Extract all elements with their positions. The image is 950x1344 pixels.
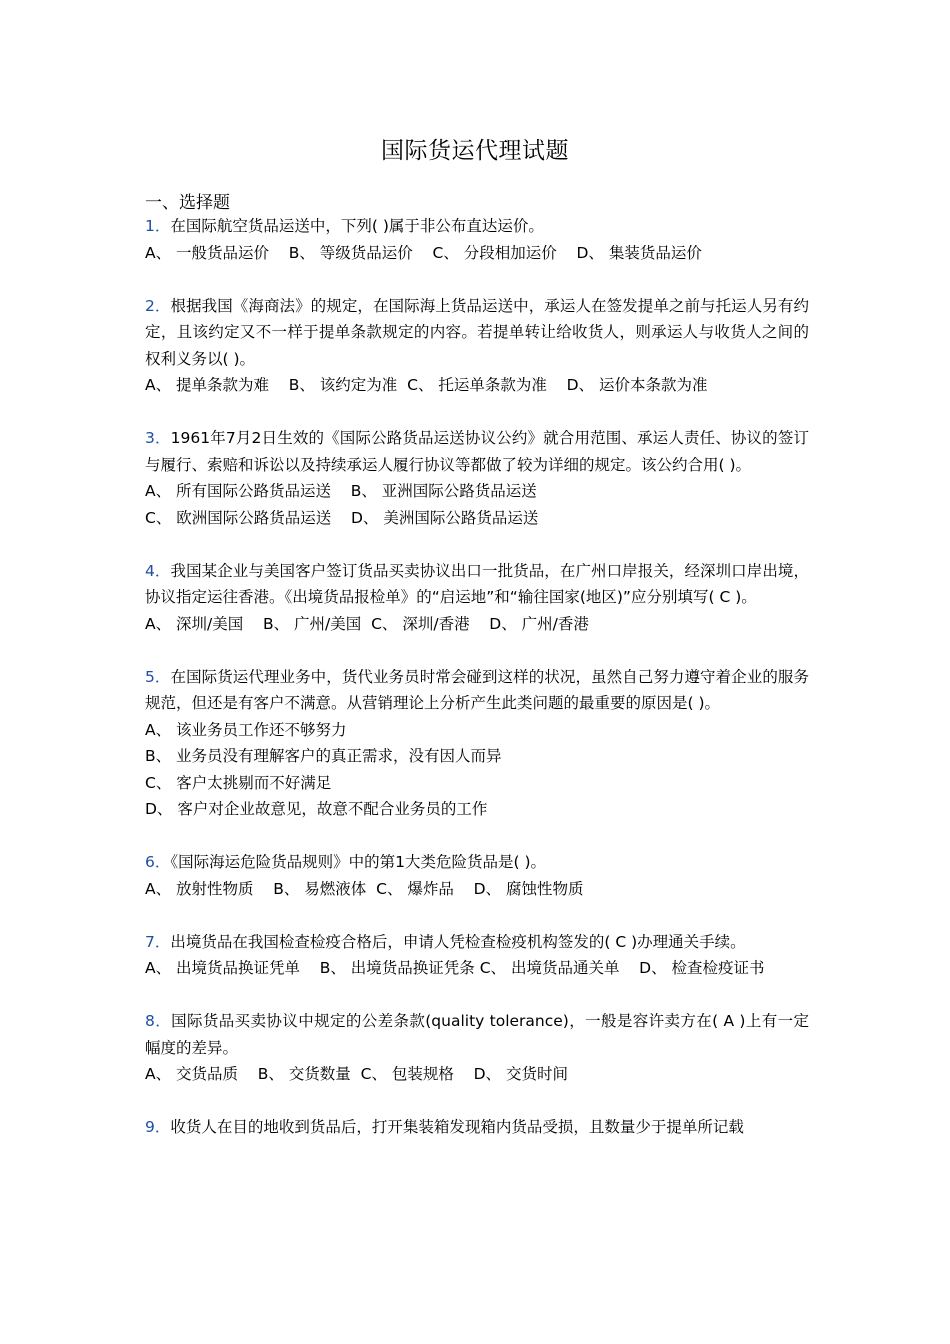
question-number: 1． [145,217,171,235]
question-stem [145,929,809,956]
answer-options-line: A、 深圳/美国 B、 广州/美国 C、 深圳/香港 D、 广州/香港 [145,614,589,633]
question-stem [145,1008,809,1061]
question-number: 4． [145,561,171,580]
answer-options-line: A、 出境货品换证凭单 B、 出境货品换证凭条 C、 出境货品通关单 D、 检查检疫证书 [145,959,765,977]
answer-options-line: C、 客户太挑剔而不好满足 [145,773,332,792]
question-item [145,664,809,823]
question-text: 收货人在目的地收到货品后，打开集装箱发现箱内货品受损，且数量少于提单所记载 [170,1118,744,1136]
question-item [145,213,809,266]
question-text: 国际货品买卖协议中规定的公差条款(quality tolerance)，一般是容许卖方在( A )上有一定幅度的差异。 [145,1012,809,1057]
question-list [145,213,809,1167]
question-number: 9． [145,1118,171,1136]
question-number: 3． [145,429,171,447]
answer-options-line: A、 该业务员工作还不够努力 [145,720,347,739]
question-number: 8． [145,1012,172,1030]
question-number: 6． [145,853,171,871]
question-number: 5． [145,667,171,686]
question-text: 根据我国《海商法》的规定，在国际海上货品运送中，承运人在签发提单之前与托运人另有约定，且该约定又不一样于提单条款规定的内容。若提单转让给收货人，则承运人与收货人之间的权利义务以( )。 [145,296,809,368]
answer-options-line: A、 所有国际公路货品运送 B、 亚洲国际公路货品运送 [145,482,537,500]
question-item [145,1008,809,1088]
answer-options-line: B、 业务员没有理解客户的真正需求，没有因人而异 [145,747,502,765]
question-text: 我国某企业与美国客户签订货品买卖协议出口一批货品，在广州口岸报关，经深圳口岸出境，协议指定运往香港。《出境货品报检单》的“启运地”和“输往国家(地区)”应分别填写( C )。 [145,561,809,606]
question-stem [145,664,809,717]
question-text: 《国际海运危险货品规则》中的第1大类危险货品是( )。 [170,853,547,871]
question-text: 在国际货运代理业务中，货代业务员时常会碰到这样的状况，虽然自己努力遵守着企业的服务规范，但还是有客户不满意。从营销理论上分析产生此类问题的最重要的原因是( )。 [145,667,809,712]
question-stem [145,213,809,240]
answer-options-line: D、 客户对企业故意见，故意不配合业务员的工作 [145,800,488,818]
section-heading: 一、选择题 [145,193,230,213]
question-text: 出境货品在我国检查检疫合格后，申请人凭检查检疫机构签发的( C )办理通关手续。 [170,932,746,951]
question-stem [145,558,809,611]
question-number: 2． [145,296,171,315]
answer-options-line: A、 放射性物质 B、 易燃液体 C、 爆炸品 D、 腐蚀性物质 [145,879,584,898]
question-item [145,558,809,638]
question-number: 7． [145,932,171,951]
answer-options-line: C、 欧洲国际公路货品运送 D、 美洲国际公路货品运送 [145,508,539,527]
question-stem [145,293,809,373]
answer-options-line: A、 交货品质 B、 交货数量 C、 包装规格 D、 交货时间 [145,1065,568,1083]
document-title: 国际货运代理试题 [381,138,569,164]
question-stem [145,425,809,478]
question-item [145,1114,809,1141]
question-item [145,929,809,982]
question-item [145,425,809,531]
question-stem [145,849,809,876]
question-text: 1961年7月2日生效的《国际公路货品运送协议公约》就合用范围、承运人责任、协议的签订与履行、索赔和诉讼以及持续承运人履行协议等都做了较为详细的规定。该公约合用( )。 [145,429,809,474]
question-item [145,849,809,902]
question-item [145,293,809,399]
question-stem [145,1114,809,1141]
answer-options-line: A、 提单条款为难 B、 该约定为准 C、 托运单条款为准 D、 运价本条款为准 [145,376,708,394]
answer-options-line: A、 一般货品运价 B、 等级货品运价 C、 分段相加运价 D、 集装货品运价 [145,243,702,262]
question-text: 在国际航空货品运送中，下列( )属于非公布直达运价。 [170,217,544,235]
